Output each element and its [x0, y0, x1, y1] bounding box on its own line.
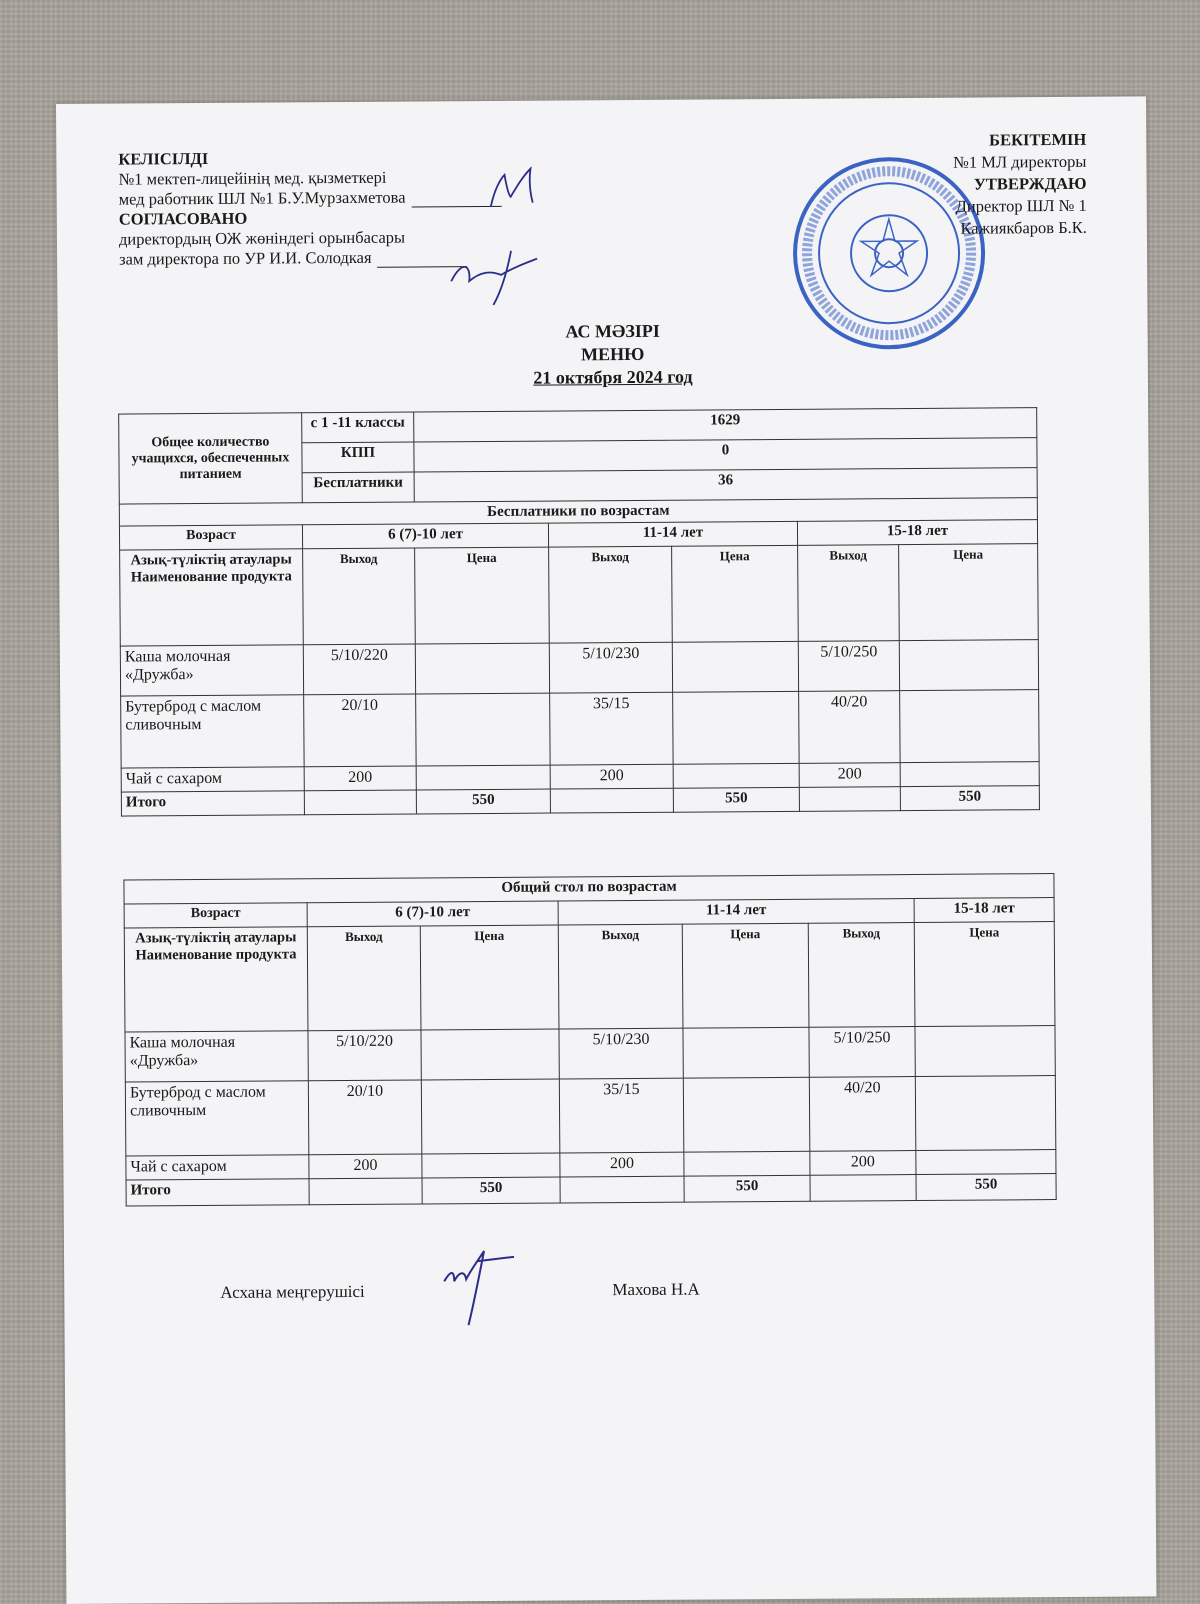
product-name: Бутерброд с маслом сливочным	[121, 695, 304, 768]
signature-mark-2	[441, 240, 581, 311]
kpp-count: 0	[414, 438, 1037, 472]
product-header: Азық-түліктің атаулары Наименование продукта	[124, 927, 308, 1032]
empty-cell	[550, 788, 673, 813]
general-table	[123, 873, 1056, 1206]
age-group-1: 6 (7)-10 лет	[302, 523, 548, 549]
output-header: Выход	[558, 924, 683, 1029]
director-ru-line: Директор ШЛ № 1	[955, 195, 1087, 216]
price-cell	[672, 641, 798, 692]
output-value: 200	[799, 763, 900, 788]
output-header: Выход	[303, 548, 416, 645]
table-row	[125, 1026, 1055, 1082]
document-page	[56, 96, 1156, 1604]
price-cell	[683, 1077, 810, 1152]
age-group-2: 11-14 лет	[558, 899, 914, 925]
price-cell	[421, 1029, 559, 1080]
title-ru: МЕНЮ	[581, 343, 645, 365]
product-name: Каша молочная «Дружба»	[125, 1031, 308, 1082]
output-value: 5/10/230	[559, 1028, 683, 1079]
output-value: 5/10/230	[549, 642, 672, 693]
deputy-kz-line: директордың ОЖ жөніндегі орынбасары	[118, 227, 406, 249]
bekitemin-heading: БЕКІТЕМІН	[989, 129, 1087, 150]
age-group-3: 15-18 лет	[797, 520, 1037, 546]
price-header: Цена	[415, 547, 550, 644]
empty-cell	[560, 1176, 684, 1203]
price-cell	[422, 1153, 560, 1178]
signature-mark-1	[470, 158, 590, 219]
price-header: Цена	[682, 923, 809, 1028]
price-cell	[900, 762, 1039, 787]
table-row	[121, 690, 1039, 768]
age-label: Возраст	[119, 525, 302, 550]
free-label: Бесплатники	[302, 472, 414, 503]
approval-right-block	[953, 129, 1087, 240]
total-label: Итого	[121, 791, 304, 816]
output-value: 200	[810, 1151, 916, 1176]
kelisildi-heading: КЕЛІСІЛДІ	[118, 148, 209, 169]
price-header: Цена	[914, 922, 1055, 1027]
total-value: 550	[422, 1177, 560, 1204]
total-value: 550	[673, 787, 799, 812]
total-value: 550	[900, 786, 1039, 811]
age-label: Возраст	[124, 903, 307, 928]
output-header: Выход	[307, 926, 421, 1031]
output-value: 5/10/250	[809, 1027, 915, 1078]
director-kz-line: №1 МЛ директоры	[953, 151, 1087, 172]
price-cell	[900, 690, 1040, 763]
output-value: 20/10	[304, 694, 416, 767]
total-row	[126, 1174, 1056, 1206]
menu-title	[58, 316, 1168, 393]
empty-cell	[304, 790, 416, 815]
free-count: 36	[414, 468, 1037, 502]
med-worker-kz-line: №1 мектеп-лицейінің мед. қызметкері	[118, 167, 387, 189]
signature-mark-3	[424, 1221, 535, 1332]
output-value: 40/20	[799, 691, 901, 764]
age-group-3: 15-18 лет	[914, 898, 1054, 923]
empty-cell	[810, 1175, 916, 1202]
free-meals-table	[118, 407, 1040, 816]
price-cell	[673, 763, 799, 788]
price-header: Цена	[672, 545, 799, 642]
empty-cell	[799, 787, 900, 812]
output-value: 35/15	[550, 692, 673, 765]
product-name: Бутерброд с маслом сливочным	[125, 1081, 309, 1156]
total-value: 550	[916, 1174, 1056, 1201]
section-title: Общий стол по возрастам	[124, 874, 1054, 904]
cafeteria-head-name: Махова Н.А	[612, 1279, 700, 1300]
output-value: 20/10	[308, 1080, 422, 1155]
price-cell	[899, 640, 1038, 691]
product-name: Чай с сахаром	[126, 1155, 309, 1180]
total-value: 550	[416, 789, 550, 814]
classes-count: 1629	[414, 408, 1037, 442]
table-row	[125, 1076, 1056, 1156]
price-cell	[421, 1079, 560, 1154]
cafeteria-head-role: Асхана меңгерушісі	[220, 1281, 365, 1302]
price-header: Цена	[420, 925, 559, 1030]
output-header: Выход	[808, 923, 915, 1028]
title-kz: АС МӘЗІРІ	[565, 320, 660, 342]
price-cell	[915, 1076, 1056, 1151]
price-header: Цена	[899, 544, 1039, 641]
total-label: Итого	[126, 1179, 309, 1206]
age-group-1: 6 (7)-10 лет	[307, 901, 558, 927]
utverzhdayu-heading: УТВЕРЖДАЮ	[973, 173, 1087, 194]
price-cell	[915, 1026, 1055, 1077]
output-value: 40/20	[809, 1077, 916, 1152]
total-row	[121, 786, 1039, 816]
price-cell	[684, 1151, 810, 1176]
output-value: 5/10/220	[303, 644, 415, 695]
price-cell	[416, 693, 550, 766]
menu-date: 21 октября 2024 год	[533, 366, 693, 388]
output-value: 5/10/250	[798, 641, 899, 692]
output-header: Выход	[798, 545, 900, 642]
product-name: Каша молочная «Дружба»	[120, 645, 303, 696]
output-value: 35/15	[559, 1078, 684, 1153]
total-value: 550	[684, 1175, 810, 1202]
output-value: 5/10/220	[308, 1030, 421, 1081]
output-header: Выход	[549, 546, 673, 643]
price-cell	[416, 765, 550, 790]
kpp-label: КПП	[302, 442, 414, 473]
product-header: Азық-түліктің атаулары Наименование продукта	[120, 549, 304, 646]
director-name: Кажиякбаров Б.К.	[960, 217, 1087, 238]
output-value: 200	[309, 1154, 422, 1179]
students-total-label: Общее количество учащихся, обеспеченных питанием	[119, 413, 303, 504]
section-title: Бесплатники по возрастам	[119, 498, 1037, 526]
med-worker-ru-line: мед работник ШЛ №1 Б.У.Мурзахметова	[118, 187, 406, 209]
classes-label: с 1 -11 классы	[302, 412, 414, 443]
price-cell	[415, 643, 549, 694]
output-value: 200	[550, 764, 673, 789]
price-cell	[673, 691, 799, 764]
output-value: 200	[304, 766, 416, 791]
price-cell	[683, 1027, 809, 1078]
output-value: 200	[560, 1152, 684, 1177]
soglasovano-heading: СОГЛАСОВАНО	[118, 208, 248, 229]
price-cell	[916, 1150, 1056, 1175]
empty-cell	[309, 1178, 422, 1205]
deputy-ru-line: зам директора по УР И.И. Солодкая	[119, 247, 372, 269]
table-row	[120, 640, 1038, 696]
age-group-2: 11-14 лет	[548, 521, 797, 547]
product-name: Чай с сахаром	[121, 767, 304, 792]
